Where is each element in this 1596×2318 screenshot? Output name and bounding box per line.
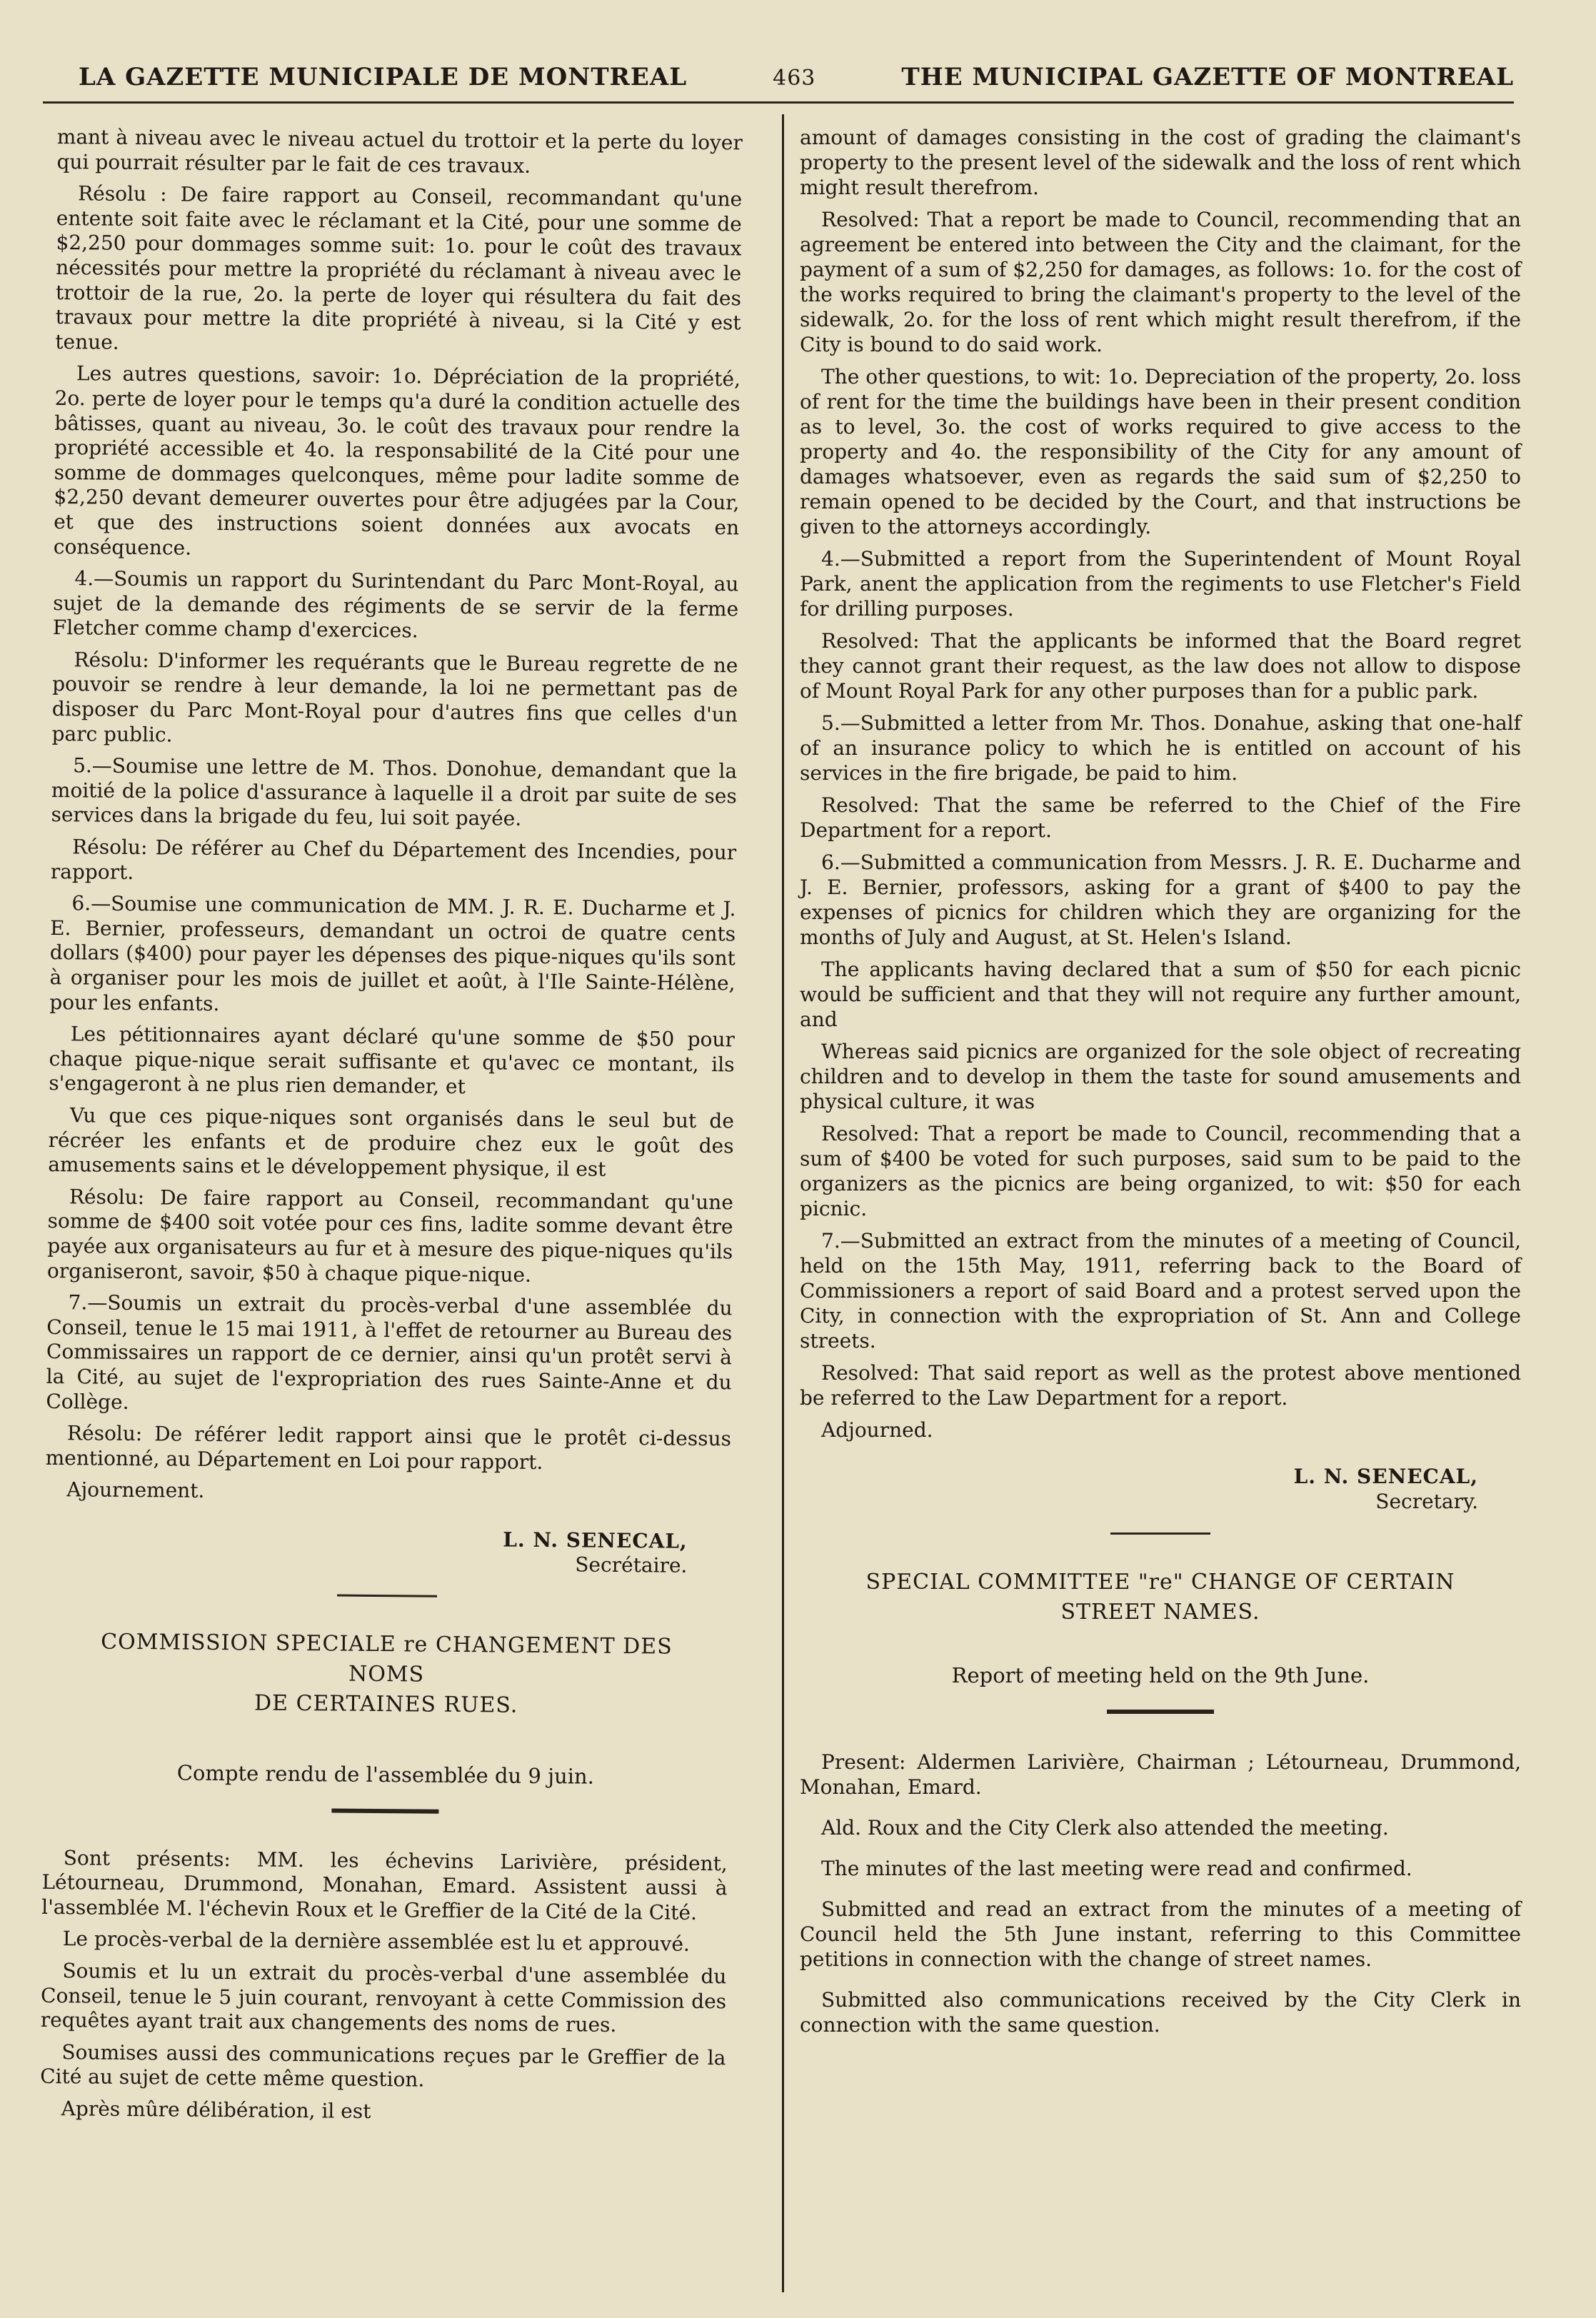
paragraph: Les autres questions, savoir: 1o. Dépréciation de la propriété, 2o. perte de loyer pour le temps qu'a duré la condition actuelle des bâtisses, quant au niveau, 3o. le coût des travaux pour rendre la propriété accessible et 4o. la responsabilité de la Cité pour une somme de dommages quelconques, même pour ladite somme de $2,250 devant demeurer ouvertes pour être adjugées par la Cour, et que des instructions soient données aux avocats en conséquence.	[53, 361, 741, 560]
page-number: 463	[773, 66, 816, 91]
signature-name: L. N. SENECAL,	[1293, 1465, 1478, 1488]
french-column	[40, 125, 743, 2134]
signature-block	[800, 1464, 1521, 1514]
paragraph: Ajournement.	[66, 1477, 205, 1503]
header-rule	[43, 101, 1514, 104]
paragraph: 6.—Submitted a communication from Messrs. J. R. E. Ducharme and J. E. Bernier, professors, asking for a grant of $400 to pay the expenses of picnics for children which they are organizing for the months of July and August, at St. Helen's Island.	[800, 851, 1521, 949]
report-line: Compte rendu de l'assemblée du 9 juin.	[176, 1760, 595, 1789]
section-heading-line: COMMISSION SPECIALE re CHANGEMENT DES NOMS	[101, 1629, 673, 1687]
paragraph: Après mûre délibération, il est	[61, 2097, 371, 2123]
paragraph: mant à niveau avec le niveau actuel du trottoir et la perte du loyer qui pourrait résulter par le fait de ces travaux.	[56, 125, 743, 178]
paragraph: Ald. Roux and the City Clerk also attended the meeting.	[821, 1816, 1389, 1840]
section-heading-line: DE CERTAINES RUES.	[254, 1690, 518, 1718]
page-header	[79, 63, 1514, 106]
signature-block	[44, 1524, 731, 1580]
signature-role: Secretary.	[1375, 1490, 1478, 1513]
paragraph: Present: Aldermen Larivière, Chairman ; Létourneau, Drummond, Monahan, Emard.	[800, 1750, 1521, 1799]
section-divider	[337, 1595, 437, 1597]
paragraph: Les pétitionnaires ayant déclaré qu'une somme de $50 pour chaque pique-nique serait suffisante et qu'avec ce montant, ils s'engageront à ne plus rien demander, et	[49, 1022, 736, 1099]
paragraph: The applicants having declared that a sum of $50 for each picnic would be sufficient and that they will not require any further amount, and	[800, 958, 1521, 1031]
short-rule	[1107, 1710, 1214, 1714]
paragraph: Résolu: De faire rapport au Conseil, recommandant qu'une somme de $400 soit votée pour ces fins, ladite somme devant être payée aux organisateurs au fur et à mesure des pique-niques qu'ils organiseront, savoir, $50 à chaque pique-nique.	[46, 1184, 734, 1287]
paragraph: 4.—Soumis un rapport du Surintendant du Parc Mont-Royal, au sujet de la demande des régiments de se servir de la ferme Fletcher comme champ d'exercices.	[52, 566, 739, 643]
section-heading	[65, 1627, 708, 1722]
section-heading	[821, 1567, 1500, 1627]
paragraph: Vu que ces pique-niques sont organisés dans le seul but de récréer les enfants et de produire chez eux le goût des amusements sains et le développement physique, il est	[48, 1103, 735, 1181]
section-heading-line: STREET NAMES.	[1060, 1600, 1260, 1625]
paragraph: 5.—Soumise une lettre de M. Thos. Donohue, demandant que la moitié de la police d'assurance à laquelle il a droit par suite de ses services dans la brigade du feu, lui soit payée.	[51, 753, 738, 831]
paragraph: Résolu: De référer au Chef du Département des Incendies, pour rapport.	[50, 835, 737, 884]
paragraph: Resolved: That the same be referred to the Chief of the Fire Department for a report.	[800, 793, 1521, 842]
paragraph: The other questions, to wit: 1o. Depreciation of the property, 2o. loss of rent for the time the buildings have been in their present condition as to level, 3o. the cost of works required to give access to the property and 4o. the responsibility of the City for any amount of damages whatsoever, even as regards the said sum of $2,250 to remain opened to be decided by the Court, and that instructions be given to the attorneys accordingly.	[800, 365, 1521, 538]
paragraph: Submitted also communications received by the City Clerk in connection with the same question.	[800, 1988, 1521, 2037]
signature-name: L. N. SENECAL,	[503, 1527, 688, 1553]
paragraph: Resolved: That a report be made to Council, recommending that an agreement be entered into between the City and the claimant, for the payment of a sum of $2,250 for damages, as follows: 1o. for the cost of the works required to bring the claimant's property to the level of the sidewalk, 2o. for the loss of rent which might result therefrom, if the City is bound to do said work.	[800, 208, 1521, 356]
paragraph: 7.—Submitted an extract from the minutes of a meeting of Council, held on the 15th May, 1911, referring back to the Board of Commissioners a report of said Board and a protest served upon the City, in connection with the expropriation of St. Ann and College streets.	[800, 1229, 1521, 1353]
section-heading-line: SPECIAL COMMITTEE "re" CHANGE OF CERTAIN	[865, 1570, 1455, 1595]
short-rule	[331, 1808, 438, 1813]
paragraph: Résolu : De faire rapport au Conseil, recommandant qu'une entente soit faite avec le réclamant et la Cité, pour une somme de $2,250 pour dommages somme suit: 1o. pour le coût des travaux nécessités pour mettre la propriété du réclamant à niveau avec le trottoir de la rue, 2o. la perte de loyer qui résultera du fait des travaux pour mettre la dite propriété à niveau, si la Cité y est tenue.	[55, 181, 743, 354]
section-divider	[1110, 1532, 1210, 1535]
paragraph: The minutes of the last meeting were read and confirmed.	[821, 1857, 1412, 1880]
signature-role: Secrétaire.	[575, 1552, 688, 1578]
paragraph: 4.—Submitted a report from the Superintendent of Mount Royal Park, anent the application from the regiments to use Fletcher's Field for drilling purposes.	[800, 547, 1521, 621]
paragraph: 5.—Submitted a letter from Mr. Thos. Donahue, asking that one-half of an insurance policy to which he is entitled on account of his services in the fire brigade, be paid to him.	[800, 711, 1521, 785]
paragraph: Soumises aussi des communications reçues par le Greffier de la Cité au sujet de cette même question.	[40, 2039, 726, 2092]
paragraph: Resolved: That the applicants be informed that the Board regret they cannot grant their request, as the law does not allow to dispose of Mount Royal Park for any other purposes than for a public park.	[800, 629, 1521, 703]
header-french-title: LA GAZETTE MUNICIPALE DE MONTREAL	[79, 63, 688, 91]
english-column	[800, 125, 1521, 2053]
paragraph: Submitted and read an extract from the minutes of a meeting of Council held the 5th June instant, referring to this Committee petitions in connection with the change of street names.	[800, 1897, 1521, 1971]
report-line: Report of meeting held on the 9th June.	[951, 1663, 1370, 1687]
paragraph: Le procès-verbal de la dernière assemblée est lu et approuvé.	[62, 1927, 691, 1957]
paragraph: Sont présents: MM. les échevins Larivière, président, Létourneau, Drummond, Monahan, Emard. Assistent aussi à l'assemblée M. l'échevin Roux et le Greffier de la Cité de la Cité.	[41, 1845, 728, 1925]
paragraph: Whereas said picnics are organized for the sole object of recreating children and to develop in them the taste for sound amusements and physical culture, it was	[800, 1040, 1521, 1113]
paragraph: amount of damages consisting in the cost of grading the claimant's property to the present level of the sidewalk and the loss of rent which might result therefrom.	[800, 126, 1521, 199]
paragraph: Résolu: De référer ledit rapport ainsi que le protêt ci-dessus mentionné, au Département en Loi pour rapport.	[45, 1421, 732, 1474]
paragraph: Résolu: D'informer les requérants que le Bureau regrette de ne pouvoir se rendre à leur demande, la loi ne permettant pas de disposer du Parc Mont-Royal pour d'autres fins que celles d'un parc public.	[51, 648, 738, 747]
paragraph: 6.—Soumise une communication de MM. J. R. E. Ducharme et J. E. Bernier, professeurs, demandant un octroi de quatre cents dollars ($400) pour payer les dépenses des pique-niques qu'ils sont à organiser pour les mois de juillet et août, à l'Ile Sainte-Hélène, pour les enfants.	[49, 891, 736, 1015]
paragraph: Soumis et lu un extrait du procès-verbal d'une assemblée du Conseil, tenue le 5 juin courant, renvoyant à cette Commission des requêtes ayant trait aux changements des noms de rues.	[40, 1959, 727, 2037]
paragraph: 7.—Soumis un extrait du procès-verbal d'une assemblée du Conseil, tenue le 15 mai 1911, à l'effet de retourner au Bureau des Commissaires un rapport de ce dernier, ainsi qu'un protêt servi à la Cité, au sujet de l'expropriation des rues Sainte-Anne et du Collège.	[46, 1290, 733, 1414]
column-divider	[782, 114, 784, 2292]
paragraph: Resolved: That said report as well as the protest above mentioned be referred to the Law Department for a report.	[800, 1361, 1521, 1410]
paragraph: Resolved: That a report be made to Council, recommending that a sum of $400 be voted for such purposes, said sum to be paid to the organizers as the picnics are being organized, to wit: $50 for each picnic.	[800, 1122, 1521, 1220]
paragraph: Adjourned.	[821, 1418, 933, 1442]
header-english-title: THE MUNICIPAL GAZETTE OF MONTREAL	[901, 63, 1514, 91]
